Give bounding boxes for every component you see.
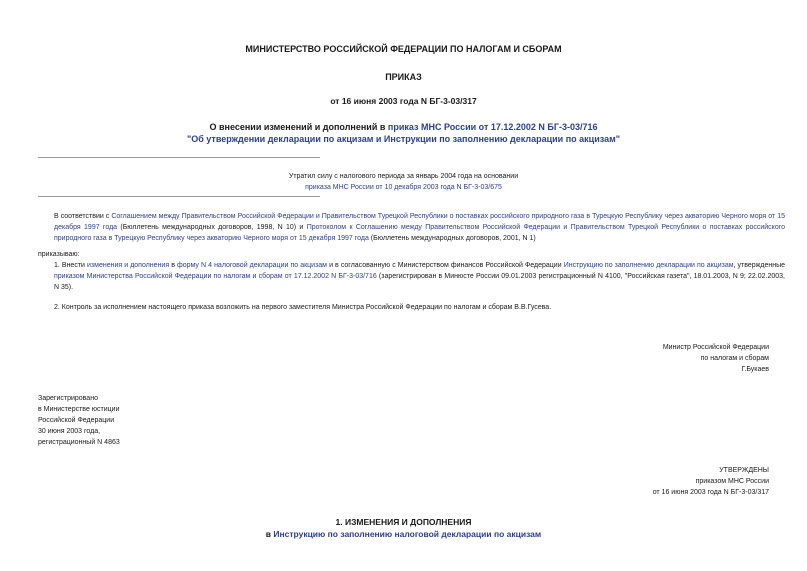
section-instruction-link[interactable]: Инструкцию по заполнению налоговой декларации по акцизам bbox=[273, 529, 542, 539]
preamble-paragraph bbox=[38, 211, 785, 244]
title-prefix: О внесении изменений и дополнений в bbox=[209, 122, 388, 132]
registration-line: Российской Федерации bbox=[38, 417, 115, 424]
registration-block bbox=[38, 393, 120, 448]
item1-text: , утвержденные bbox=[733, 262, 785, 269]
document-dateline: от 16 июня 2003 года N БГ-3-03/317 bbox=[330, 96, 477, 106]
protocol-link[interactable]: Протоколом к Соглашению между Правительством Российской Федерации и Правительством Турецкой Республики о поставках российского природного газа в Турецкую Республику через акваторию Черного моря от 15 декабря 1997 года bbox=[54, 224, 786, 242]
lost-force-note bbox=[0, 171, 807, 193]
item1-text: 1. Внести bbox=[54, 262, 88, 269]
changes-link[interactable]: изменения и дополнения bbox=[87, 262, 170, 269]
section-prefix: в bbox=[265, 529, 274, 539]
instruction-link[interactable]: Инструкцию по заполнению декларации по акцизам bbox=[563, 262, 734, 269]
registration-number: регистрационный N 4863 bbox=[38, 439, 120, 446]
preamble-text: (Бюллетень международных договоров, 1998, N 10) и bbox=[117, 224, 307, 231]
item1-text: и в согласованную с Министерством финансов Российской Федерации bbox=[327, 262, 564, 269]
item1-text: в bbox=[169, 262, 177, 269]
approval-block bbox=[653, 465, 769, 498]
ministry-heading: МИНИСТЕРСТВО РОССИЙСКОЙ ФЕДЕРАЦИИ ПО НАЛОГАМ И СБОРАМ bbox=[245, 44, 562, 54]
agreement-link[interactable]: Соглашением между Правительством Российской Федерации и Правительством Турецкой Республики о поставках российского природного газа в Турецкую Республику через акваторию Черного моря от 15 декабря 1997 года bbox=[54, 213, 785, 231]
section-title: 1. ИЗМЕНЕНИЯ И ДОПОЛНЕНИЯ bbox=[335, 517, 472, 527]
form-4-link[interactable]: форму N 4 налоговой декларации по акцизам bbox=[176, 262, 327, 269]
registration-line: в Министерстве юстиции bbox=[38, 406, 120, 413]
document-title bbox=[0, 121, 807, 145]
order-item-1 bbox=[38, 260, 785, 293]
ministry-order-link[interactable]: приказом Министерства Российской Федерации по налогам и сборам от 17.12.2002 N БГ-3-03/716 bbox=[54, 273, 377, 280]
preamble-text: В соответствии с bbox=[54, 213, 112, 220]
approval-heading: УТВЕРЖДЕНЫ bbox=[719, 467, 769, 474]
divider bbox=[38, 196, 320, 197]
lost-force-link[interactable]: приказа МНС России от 10 декабря 2003 года N БГ-3-03/675 bbox=[305, 184, 502, 191]
document-type: ПРИКАЗ bbox=[385, 72, 422, 82]
title-link-order-716[interactable]: приказ МНС России от 17.12.2002 N БГ-3-03/716 bbox=[387, 122, 598, 132]
approval-line: приказом МНС России bbox=[695, 478, 769, 485]
section-heading bbox=[0, 516, 807, 540]
order-word: приказываю: bbox=[38, 251, 80, 258]
item1-text: (зарегистрирован в Минюсте России 09.01.2003 регистрационный N 4100, "Российская газета", 18.01.2003, N 9; 22.02.2003, N 35). bbox=[54, 273, 785, 291]
registration-date: 30 июня 2003 года, bbox=[38, 428, 101, 435]
signature-block bbox=[663, 342, 769, 375]
registration-line: Зарегистрировано bbox=[38, 395, 98, 402]
title-link-order-name[interactable]: "Об утверждении декларации по акцизам и Инструкции по заполнению декларации по акцизам" bbox=[186, 134, 621, 144]
preamble-text: (Бюллетень международных договоров, 2001, N 1) bbox=[368, 235, 536, 242]
approval-line: от 16 июня 2003 года N БГ-3-03/317 bbox=[652, 489, 769, 496]
signature-line: по налогам и сборам bbox=[700, 355, 769, 362]
signature-name: Г.Букаев bbox=[741, 366, 769, 373]
order-item-2: 2. Контроль за исполнением настоящего приказа возложить на первого заместителя Министра Российской Федерации по налогам и сборам В.В.Гусева. bbox=[54, 304, 552, 311]
lost-force-text: Утратил силу с налогового периода за январь 2004 года на основании bbox=[288, 173, 519, 180]
signature-line: Министр Российской Федерации bbox=[662, 344, 769, 351]
divider bbox=[38, 157, 320, 158]
